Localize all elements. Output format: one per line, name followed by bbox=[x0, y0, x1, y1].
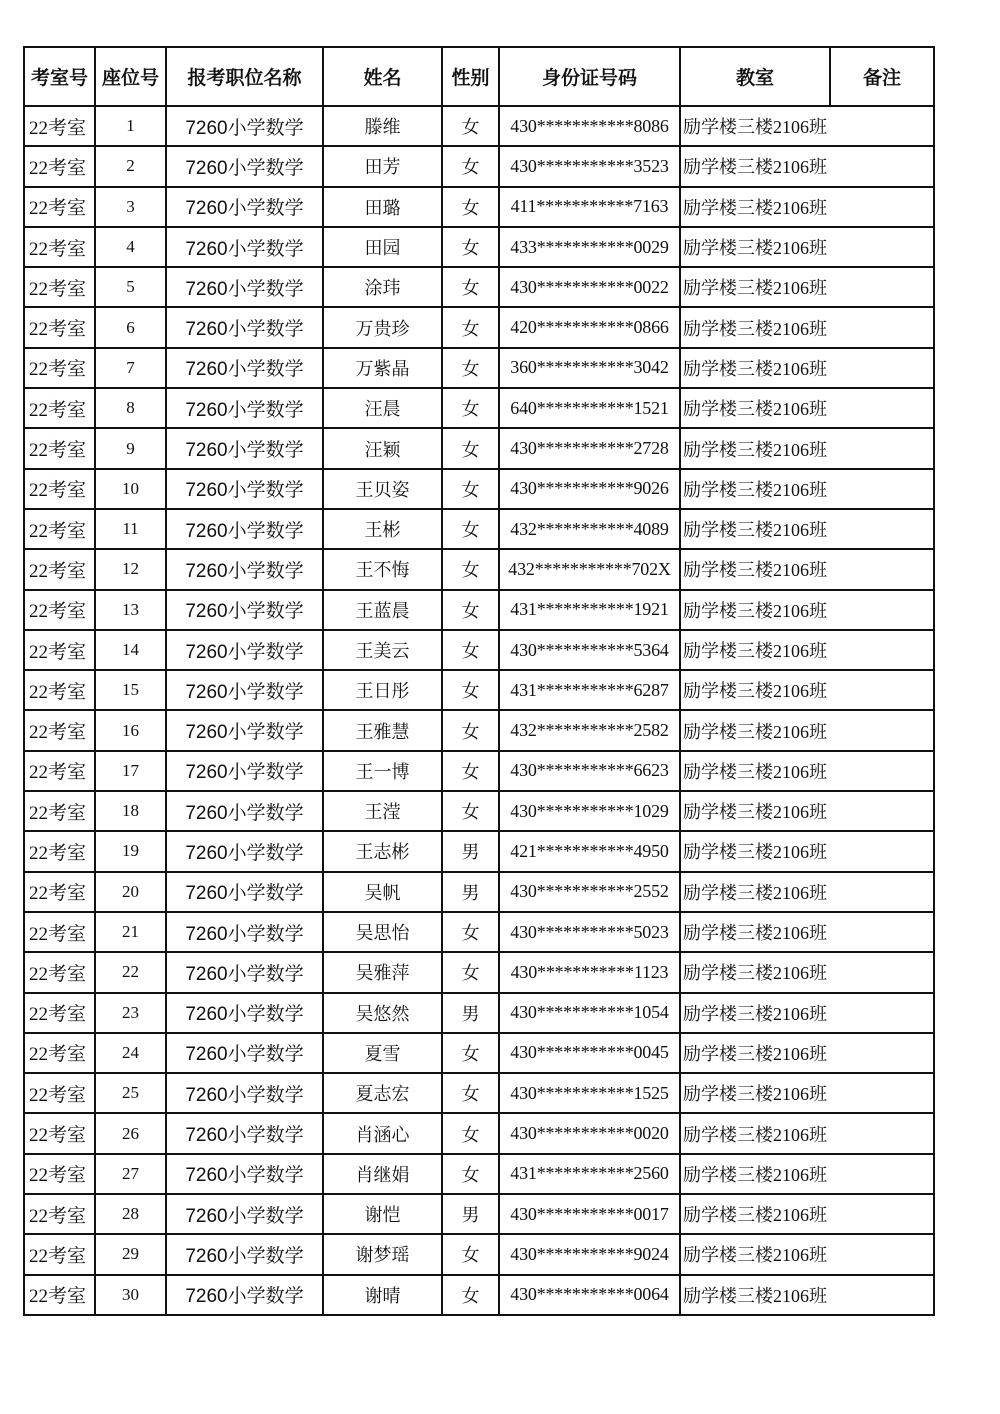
exam-room-cell: 22考室 bbox=[24, 106, 95, 146]
classroom-cell: 励学楼三楼2106班 bbox=[680, 630, 830, 670]
table-row bbox=[24, 348, 934, 388]
exam-room-cell: 22考室 bbox=[24, 1073, 95, 1113]
table-row bbox=[24, 1275, 934, 1315]
seat-number-cell: 21 bbox=[95, 912, 166, 952]
header-remark: 备注 bbox=[830, 47, 934, 106]
gender-cell: 女 bbox=[442, 549, 499, 589]
seat-number-cell: 12 bbox=[95, 549, 166, 589]
id-number-cell: 430***********0017 bbox=[499, 1194, 680, 1234]
header-classroom: 教室 bbox=[680, 47, 830, 106]
id-number-cell: 432***********4089 bbox=[499, 509, 680, 549]
name-cell: 王志彬 bbox=[323, 831, 442, 871]
seat-number-cell: 2 bbox=[95, 146, 166, 186]
position-cell: 7260小学数学 bbox=[166, 509, 323, 549]
remark-cell bbox=[830, 388, 934, 428]
table-body bbox=[24, 106, 934, 1315]
position-cell: 7260小学数学 bbox=[166, 187, 323, 227]
position-cell: 7260小学数学 bbox=[166, 831, 323, 871]
table-row bbox=[24, 751, 934, 791]
id-number-cell: 430***********0064 bbox=[499, 1275, 680, 1315]
name-cell: 滕维 bbox=[323, 106, 442, 146]
classroom-cell: 励学楼三楼2106班 bbox=[680, 549, 830, 589]
seat-number-cell: 28 bbox=[95, 1194, 166, 1234]
seat-number-cell: 16 bbox=[95, 710, 166, 750]
position-cell: 7260小学数学 bbox=[166, 590, 323, 630]
remark-cell bbox=[830, 1194, 934, 1234]
gender-cell: 女 bbox=[442, 469, 499, 509]
remark-cell bbox=[830, 106, 934, 146]
name-cell: 王美云 bbox=[323, 630, 442, 670]
name-cell: 夏志宏 bbox=[323, 1073, 442, 1113]
classroom-cell: 励学楼三楼2106班 bbox=[680, 912, 830, 952]
classroom-cell: 励学楼三楼2106班 bbox=[680, 791, 830, 831]
exam-room-cell: 22考室 bbox=[24, 227, 95, 267]
seat-number-cell: 4 bbox=[95, 227, 166, 267]
gender-cell: 女 bbox=[442, 428, 499, 468]
classroom-cell: 励学楼三楼2106班 bbox=[680, 1234, 830, 1274]
seat-number-cell: 8 bbox=[95, 388, 166, 428]
table-row bbox=[24, 1194, 934, 1234]
exam-room-cell: 22考室 bbox=[24, 348, 95, 388]
id-number-cell: 430***********8086 bbox=[499, 106, 680, 146]
seat-number-cell: 9 bbox=[95, 428, 166, 468]
classroom-cell: 励学楼三楼2106班 bbox=[680, 1194, 830, 1234]
remark-cell bbox=[830, 428, 934, 468]
position-cell: 7260小学数学 bbox=[166, 710, 323, 750]
name-cell: 王贝姿 bbox=[323, 469, 442, 509]
remark-cell bbox=[830, 912, 934, 952]
exam-room-cell: 22考室 bbox=[24, 1275, 95, 1315]
gender-cell: 女 bbox=[442, 106, 499, 146]
seat-number-cell: 3 bbox=[95, 187, 166, 227]
exam-room-cell: 22考室 bbox=[24, 1033, 95, 1073]
exam-room-cell: 22考室 bbox=[24, 146, 95, 186]
seat-number-cell: 22 bbox=[95, 952, 166, 992]
gender-cell: 女 bbox=[442, 388, 499, 428]
position-cell: 7260小学数学 bbox=[166, 952, 323, 992]
remark-cell bbox=[830, 509, 934, 549]
remark-cell bbox=[830, 1073, 934, 1113]
gender-cell: 女 bbox=[442, 952, 499, 992]
gender-cell: 女 bbox=[442, 1113, 499, 1153]
id-number-cell: 430***********9026 bbox=[499, 469, 680, 509]
name-cell: 王不悔 bbox=[323, 549, 442, 589]
header-name: 姓名 bbox=[323, 47, 442, 106]
classroom-cell: 励学楼三楼2106班 bbox=[680, 469, 830, 509]
name-cell: 田璐 bbox=[323, 187, 442, 227]
id-number-cell: 430***********0022 bbox=[499, 267, 680, 307]
id-number-cell: 430***********1054 bbox=[499, 993, 680, 1033]
classroom-cell: 励学楼三楼2106班 bbox=[680, 106, 830, 146]
id-number-cell: 432***********702X bbox=[499, 549, 680, 589]
header-exam-room: 考室号 bbox=[24, 47, 95, 106]
exam-room-cell: 22考室 bbox=[24, 1154, 95, 1194]
id-number-cell: 432***********2582 bbox=[499, 710, 680, 750]
table-row bbox=[24, 670, 934, 710]
table-row bbox=[24, 428, 934, 468]
remark-cell bbox=[830, 1033, 934, 1073]
header-gender: 性别 bbox=[442, 47, 499, 106]
table-row bbox=[24, 549, 934, 589]
exam-seating-table bbox=[23, 46, 935, 1316]
id-number-cell: 420***********0866 bbox=[499, 307, 680, 347]
gender-cell: 女 bbox=[442, 187, 499, 227]
id-number-cell: 430***********1029 bbox=[499, 791, 680, 831]
name-cell: 王蓝晨 bbox=[323, 590, 442, 630]
table-row bbox=[24, 831, 934, 871]
table-row bbox=[24, 710, 934, 750]
remark-cell bbox=[830, 1275, 934, 1315]
remark-cell bbox=[830, 267, 934, 307]
table-row bbox=[24, 872, 934, 912]
seat-number-cell: 10 bbox=[95, 469, 166, 509]
gender-cell: 男 bbox=[442, 1194, 499, 1234]
gender-cell: 女 bbox=[442, 1275, 499, 1315]
exam-room-cell: 22考室 bbox=[24, 993, 95, 1033]
id-number-cell: 430***********9024 bbox=[499, 1234, 680, 1274]
seat-number-cell: 29 bbox=[95, 1234, 166, 1274]
remark-cell bbox=[830, 348, 934, 388]
gender-cell: 女 bbox=[442, 1073, 499, 1113]
position-cell: 7260小学数学 bbox=[166, 549, 323, 589]
table-row bbox=[24, 630, 934, 670]
gender-cell: 女 bbox=[442, 751, 499, 791]
id-number-cell: 411***********7163 bbox=[499, 187, 680, 227]
classroom-cell: 励学楼三楼2106班 bbox=[680, 307, 830, 347]
id-number-cell: 433***********0029 bbox=[499, 227, 680, 267]
id-number-cell: 430***********0020 bbox=[499, 1113, 680, 1153]
id-number-cell: 430***********6623 bbox=[499, 751, 680, 791]
table-row bbox=[24, 307, 934, 347]
id-number-cell: 430***********3523 bbox=[499, 146, 680, 186]
seat-number-cell: 6 bbox=[95, 307, 166, 347]
classroom-cell: 励学楼三楼2106班 bbox=[680, 710, 830, 750]
classroom-cell: 励学楼三楼2106班 bbox=[680, 831, 830, 871]
id-number-cell: 430***********1123 bbox=[499, 952, 680, 992]
classroom-cell: 励学楼三楼2106班 bbox=[680, 751, 830, 791]
id-number-cell: 431***********1921 bbox=[499, 590, 680, 630]
classroom-cell: 励学楼三楼2106班 bbox=[680, 1154, 830, 1194]
id-number-cell: 430***********2728 bbox=[499, 428, 680, 468]
table-row bbox=[24, 912, 934, 952]
name-cell: 万紫晶 bbox=[323, 348, 442, 388]
exam-room-cell: 22考室 bbox=[24, 187, 95, 227]
gender-cell: 女 bbox=[442, 710, 499, 750]
seat-number-cell: 24 bbox=[95, 1033, 166, 1073]
header-row bbox=[24, 47, 934, 106]
position-cell: 7260小学数学 bbox=[166, 307, 323, 347]
position-cell: 7260小学数学 bbox=[166, 1073, 323, 1113]
name-cell: 王一博 bbox=[323, 751, 442, 791]
seat-number-cell: 19 bbox=[95, 831, 166, 871]
gender-cell: 男 bbox=[442, 993, 499, 1033]
classroom-cell: 励学楼三楼2106班 bbox=[680, 187, 830, 227]
name-cell: 肖涵心 bbox=[323, 1113, 442, 1153]
position-cell: 7260小学数学 bbox=[166, 1275, 323, 1315]
exam-room-cell: 22考室 bbox=[24, 549, 95, 589]
table-row bbox=[24, 267, 934, 307]
position-cell: 7260小学数学 bbox=[166, 670, 323, 710]
table-row bbox=[24, 1033, 934, 1073]
seat-number-cell: 25 bbox=[95, 1073, 166, 1113]
remark-cell bbox=[830, 1234, 934, 1274]
gender-cell: 女 bbox=[442, 670, 499, 710]
table-row bbox=[24, 227, 934, 267]
remark-cell bbox=[830, 549, 934, 589]
classroom-cell: 励学楼三楼2106班 bbox=[680, 509, 830, 549]
seat-number-cell: 23 bbox=[95, 993, 166, 1033]
gender-cell: 女 bbox=[442, 307, 499, 347]
remark-cell bbox=[830, 227, 934, 267]
exam-room-cell: 22考室 bbox=[24, 469, 95, 509]
position-cell: 7260小学数学 bbox=[166, 1194, 323, 1234]
remark-cell bbox=[830, 872, 934, 912]
seat-number-cell: 13 bbox=[95, 590, 166, 630]
seat-number-cell: 1 bbox=[95, 106, 166, 146]
table-row bbox=[24, 146, 934, 186]
table-row bbox=[24, 1154, 934, 1194]
header-position-name: 报考职位名称 bbox=[166, 47, 323, 106]
exam-room-cell: 22考室 bbox=[24, 428, 95, 468]
position-cell: 7260小学数学 bbox=[166, 751, 323, 791]
classroom-cell: 励学楼三楼2106班 bbox=[680, 1113, 830, 1153]
seat-number-cell: 18 bbox=[95, 791, 166, 831]
gender-cell: 女 bbox=[442, 227, 499, 267]
gender-cell: 女 bbox=[442, 630, 499, 670]
seat-number-cell: 27 bbox=[95, 1154, 166, 1194]
seat-number-cell: 14 bbox=[95, 630, 166, 670]
gender-cell: 女 bbox=[442, 912, 499, 952]
name-cell: 夏雪 bbox=[323, 1033, 442, 1073]
exam-room-cell: 22考室 bbox=[24, 912, 95, 952]
id-number-cell: 360***********3042 bbox=[499, 348, 680, 388]
position-cell: 7260小学数学 bbox=[166, 1154, 323, 1194]
exam-room-cell: 22考室 bbox=[24, 670, 95, 710]
seat-number-cell: 26 bbox=[95, 1113, 166, 1153]
position-cell: 7260小学数学 bbox=[166, 1033, 323, 1073]
position-cell: 7260小学数学 bbox=[166, 106, 323, 146]
gender-cell: 女 bbox=[442, 1234, 499, 1274]
position-cell: 7260小学数学 bbox=[166, 993, 323, 1033]
position-cell: 7260小学数学 bbox=[166, 146, 323, 186]
classroom-cell: 励学楼三楼2106班 bbox=[680, 227, 830, 267]
exam-room-cell: 22考室 bbox=[24, 307, 95, 347]
gender-cell: 女 bbox=[442, 267, 499, 307]
position-cell: 7260小学数学 bbox=[166, 388, 323, 428]
name-cell: 万贵珍 bbox=[323, 307, 442, 347]
table-row bbox=[24, 993, 934, 1033]
position-cell: 7260小学数学 bbox=[166, 1113, 323, 1153]
table-row bbox=[24, 952, 934, 992]
classroom-cell: 励学楼三楼2106班 bbox=[680, 1275, 830, 1315]
gender-cell: 女 bbox=[442, 791, 499, 831]
name-cell: 汪颖 bbox=[323, 428, 442, 468]
id-number-cell: 640***********1521 bbox=[499, 388, 680, 428]
table-row bbox=[24, 469, 934, 509]
seat-number-cell: 15 bbox=[95, 670, 166, 710]
seat-number-cell: 17 bbox=[95, 751, 166, 791]
exam-room-cell: 22考室 bbox=[24, 952, 95, 992]
gender-cell: 女 bbox=[442, 1154, 499, 1194]
classroom-cell: 励学楼三楼2106班 bbox=[680, 146, 830, 186]
classroom-cell: 励学楼三楼2106班 bbox=[680, 952, 830, 992]
table-row bbox=[24, 1234, 934, 1274]
seat-number-cell: 11 bbox=[95, 509, 166, 549]
seat-number-cell: 30 bbox=[95, 1275, 166, 1315]
remark-cell bbox=[830, 307, 934, 347]
exam-room-cell: 22考室 bbox=[24, 710, 95, 750]
classroom-cell: 励学楼三楼2106班 bbox=[680, 267, 830, 307]
id-number-cell: 430***********5364 bbox=[499, 630, 680, 670]
remark-cell bbox=[830, 1154, 934, 1194]
position-cell: 7260小学数学 bbox=[166, 227, 323, 267]
position-cell: 7260小学数学 bbox=[166, 630, 323, 670]
exam-room-cell: 22考室 bbox=[24, 1194, 95, 1234]
exam-room-cell: 22考室 bbox=[24, 1113, 95, 1153]
table-row bbox=[24, 590, 934, 630]
name-cell: 吴悠然 bbox=[323, 993, 442, 1033]
gender-cell: 女 bbox=[442, 590, 499, 630]
position-cell: 7260小学数学 bbox=[166, 791, 323, 831]
gender-cell: 男 bbox=[442, 831, 499, 871]
classroom-cell: 励学楼三楼2106班 bbox=[680, 590, 830, 630]
classroom-cell: 励学楼三楼2106班 bbox=[680, 348, 830, 388]
position-cell: 7260小学数学 bbox=[166, 267, 323, 307]
exam-room-cell: 22考室 bbox=[24, 267, 95, 307]
name-cell: 王雅慧 bbox=[323, 710, 442, 750]
id-number-cell: 430***********5023 bbox=[499, 912, 680, 952]
name-cell: 吴思怡 bbox=[323, 912, 442, 952]
remark-cell bbox=[830, 751, 934, 791]
table-row bbox=[24, 388, 934, 428]
name-cell: 田园 bbox=[323, 227, 442, 267]
position-cell: 7260小学数学 bbox=[166, 1234, 323, 1274]
header-seat-number: 座位号 bbox=[95, 47, 166, 106]
remark-cell bbox=[830, 187, 934, 227]
gender-cell: 女 bbox=[442, 146, 499, 186]
header-id-number: 身份证号码 bbox=[499, 47, 680, 106]
name-cell: 谢梦瑶 bbox=[323, 1234, 442, 1274]
exam-room-cell: 22考室 bbox=[24, 791, 95, 831]
position-cell: 7260小学数学 bbox=[166, 348, 323, 388]
classroom-cell: 励学楼三楼2106班 bbox=[680, 428, 830, 468]
id-number-cell: 430***********0045 bbox=[499, 1033, 680, 1073]
exam-room-cell: 22考室 bbox=[24, 388, 95, 428]
name-cell: 吴帆 bbox=[323, 872, 442, 912]
classroom-cell: 励学楼三楼2106班 bbox=[680, 1033, 830, 1073]
remark-cell bbox=[830, 630, 934, 670]
name-cell: 王日彤 bbox=[323, 670, 442, 710]
table-row bbox=[24, 1073, 934, 1113]
id-number-cell: 430***********2552 bbox=[499, 872, 680, 912]
remark-cell bbox=[830, 710, 934, 750]
classroom-cell: 励学楼三楼2106班 bbox=[680, 1073, 830, 1113]
id-number-cell: 421***********4950 bbox=[499, 831, 680, 871]
name-cell: 谢恺 bbox=[323, 1194, 442, 1234]
position-cell: 7260小学数学 bbox=[166, 872, 323, 912]
exam-room-cell: 22考室 bbox=[24, 630, 95, 670]
name-cell: 王滢 bbox=[323, 791, 442, 831]
remark-cell bbox=[830, 670, 934, 710]
table-row bbox=[24, 106, 934, 146]
name-cell: 吴雅萍 bbox=[323, 952, 442, 992]
table-row bbox=[24, 791, 934, 831]
remark-cell bbox=[830, 469, 934, 509]
position-cell: 7260小学数学 bbox=[166, 428, 323, 468]
table-row bbox=[24, 509, 934, 549]
remark-cell bbox=[830, 993, 934, 1033]
name-cell: 涂玮 bbox=[323, 267, 442, 307]
remark-cell bbox=[830, 831, 934, 871]
position-cell: 7260小学数学 bbox=[166, 469, 323, 509]
classroom-cell: 励学楼三楼2106班 bbox=[680, 993, 830, 1033]
gender-cell: 女 bbox=[442, 348, 499, 388]
gender-cell: 女 bbox=[442, 509, 499, 549]
gender-cell: 男 bbox=[442, 872, 499, 912]
id-number-cell: 430***********1525 bbox=[499, 1073, 680, 1113]
classroom-cell: 励学楼三楼2106班 bbox=[680, 670, 830, 710]
table-row bbox=[24, 1113, 934, 1153]
exam-room-cell: 22考室 bbox=[24, 872, 95, 912]
name-cell: 田芳 bbox=[323, 146, 442, 186]
name-cell: 谢晴 bbox=[323, 1275, 442, 1315]
name-cell: 王彬 bbox=[323, 509, 442, 549]
exam-room-cell: 22考室 bbox=[24, 831, 95, 871]
seat-number-cell: 7 bbox=[95, 348, 166, 388]
exam-room-cell: 22考室 bbox=[24, 1234, 95, 1274]
remark-cell bbox=[830, 590, 934, 630]
exam-room-cell: 22考室 bbox=[24, 509, 95, 549]
seat-number-cell: 5 bbox=[95, 267, 166, 307]
name-cell: 汪晨 bbox=[323, 388, 442, 428]
exam-room-cell: 22考室 bbox=[24, 590, 95, 630]
remark-cell bbox=[830, 952, 934, 992]
position-cell: 7260小学数学 bbox=[166, 912, 323, 952]
exam-room-cell: 22考室 bbox=[24, 751, 95, 791]
seat-number-cell: 20 bbox=[95, 872, 166, 912]
classroom-cell: 励学楼三楼2106班 bbox=[680, 872, 830, 912]
remark-cell bbox=[830, 1113, 934, 1153]
id-number-cell: 431***********2560 bbox=[499, 1154, 680, 1194]
gender-cell: 女 bbox=[442, 1033, 499, 1073]
id-number-cell: 431***********6287 bbox=[499, 670, 680, 710]
name-cell: 肖继娟 bbox=[323, 1154, 442, 1194]
remark-cell bbox=[830, 146, 934, 186]
classroom-cell: 励学楼三楼2106班 bbox=[680, 388, 830, 428]
remark-cell bbox=[830, 791, 934, 831]
table-row bbox=[24, 187, 934, 227]
